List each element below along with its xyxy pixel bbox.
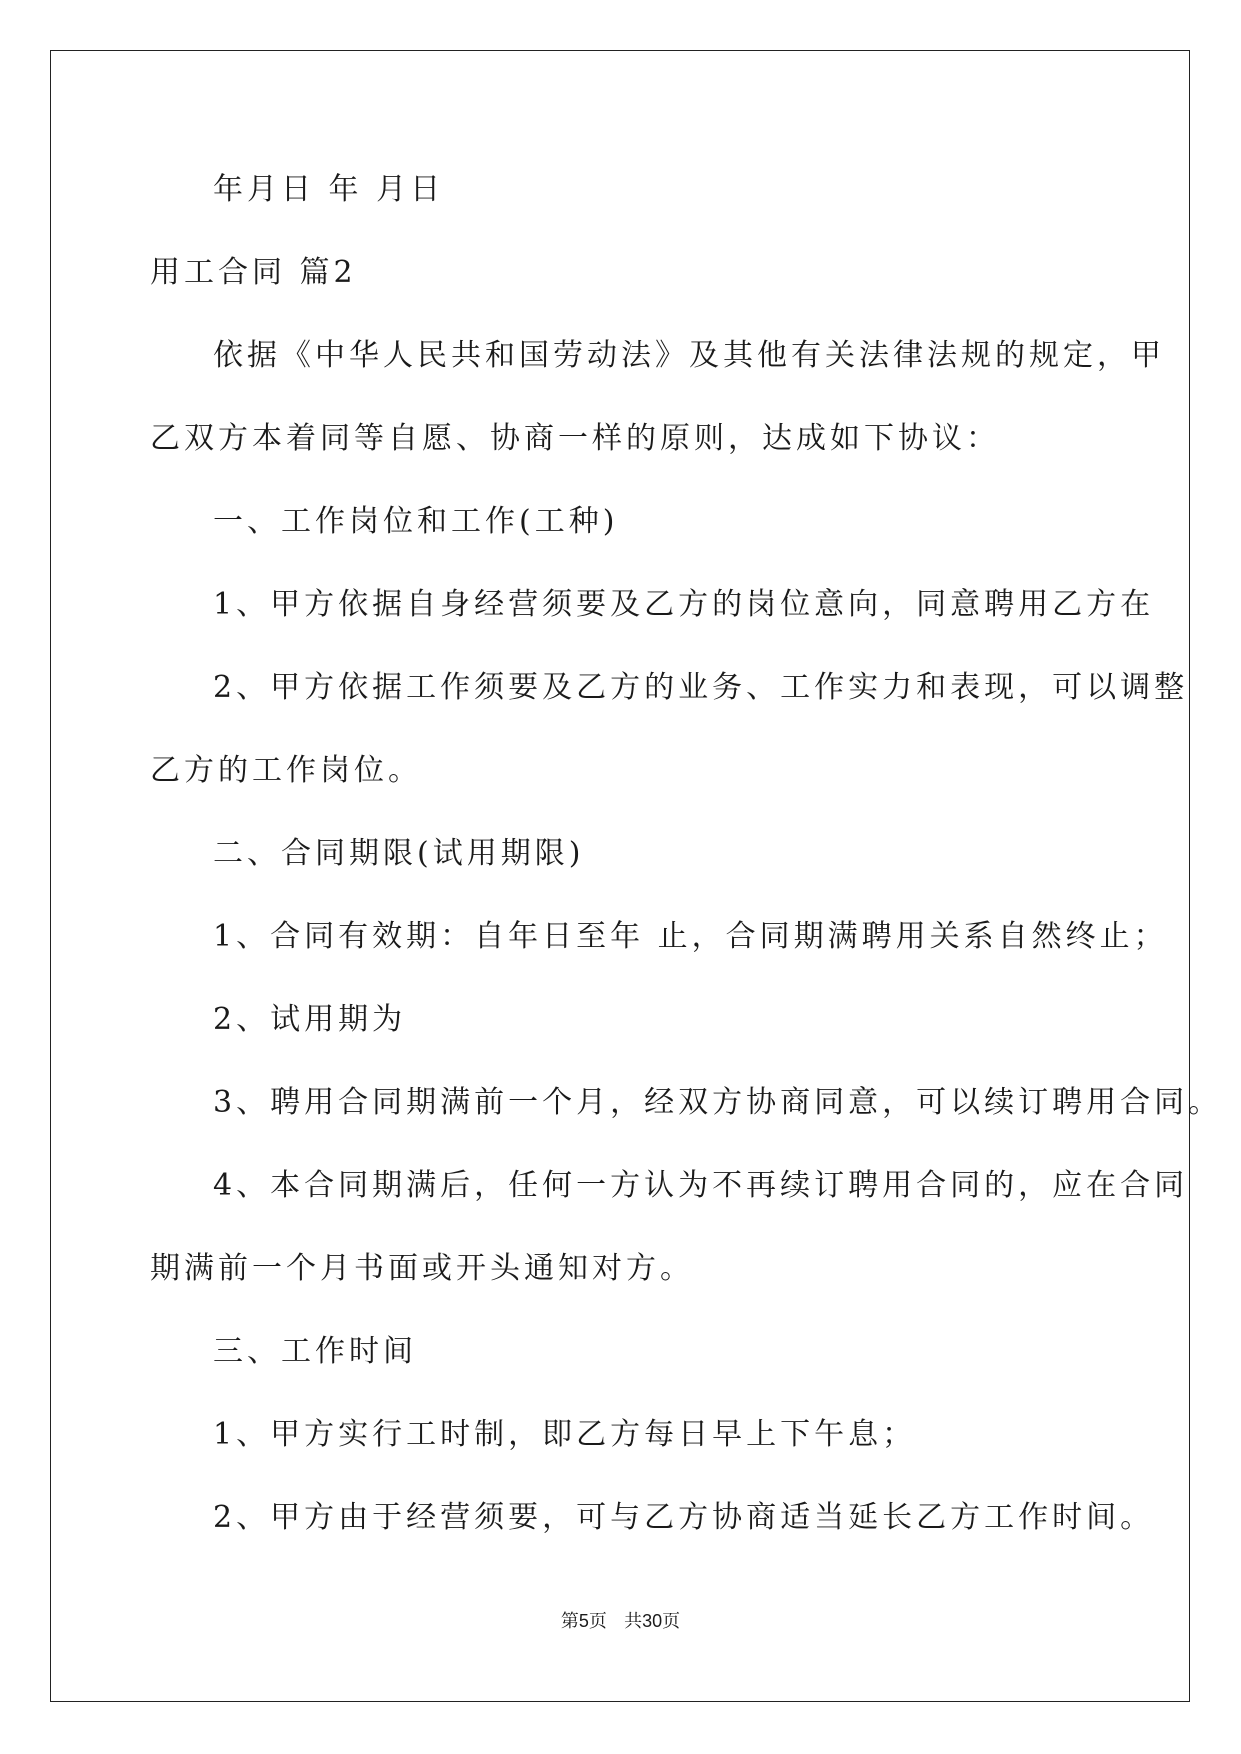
paragraph-line: 1、甲方实行工时制，即乙方每日早上下午息； [213,1417,917,1452]
paragraph-line: 2、甲方依据工作须要及乙方的业务、工作实力和表现，可以调整 [213,670,1189,705]
paragraph-line: 乙双方本着同等自愿、协商一样的原则，达成如下协议： [150,421,1000,456]
footer-prefix: 第 [560,1611,579,1632]
clause-heading: 三、工作时间 [213,1334,417,1369]
paragraph-line: 依据《中华人民共和国劳动法》及其他有关法律法规的规定，甲 [213,338,1165,373]
section-title: 用工合同 篇2 [150,255,357,290]
footer-page-word: 页 [588,1611,607,1632]
footer-total-suffix: 页 [662,1611,681,1632]
footer-total-prefix: 共 [624,1611,643,1632]
total-pages-number: 30 [642,1611,663,1631]
paragraph-line: 1、合同有效期：自年日至年 止，合同期满聘用关系自然终止； [213,919,1168,954]
paragraph-line: 3、聘用合同期满前一个月，经双方协商同意，可以续订聘用合同。 [213,1085,1223,1120]
page-footer [0,1609,1241,1634]
paragraph-line: 4、本合同期满后，任何一方认为不再续订聘用合同的，应在合同 [213,1168,1189,1203]
paragraph-line: 1、甲方依据自身经营须要及乙方的岗位意向，同意聘用乙方在 [213,587,1155,622]
date-line: 年月日 年 月日 [213,172,445,207]
paragraph-line: 2、试用期为 [213,1002,407,1037]
paragraph-line: 期满前一个月书面或开头通知对方。 [150,1251,694,1286]
paragraph-line: 2、甲方由于经营须要，可与乙方协商适当延长乙方工作时间。 [213,1500,1155,1535]
paragraph-line: 乙方的工作岗位。 [150,753,422,788]
clause-heading: 二、合同期限(试用期限) [213,836,585,871]
clause-heading: 一、工作岗位和工作(工种) [213,504,619,539]
current-page-number: 5 [578,1611,589,1631]
